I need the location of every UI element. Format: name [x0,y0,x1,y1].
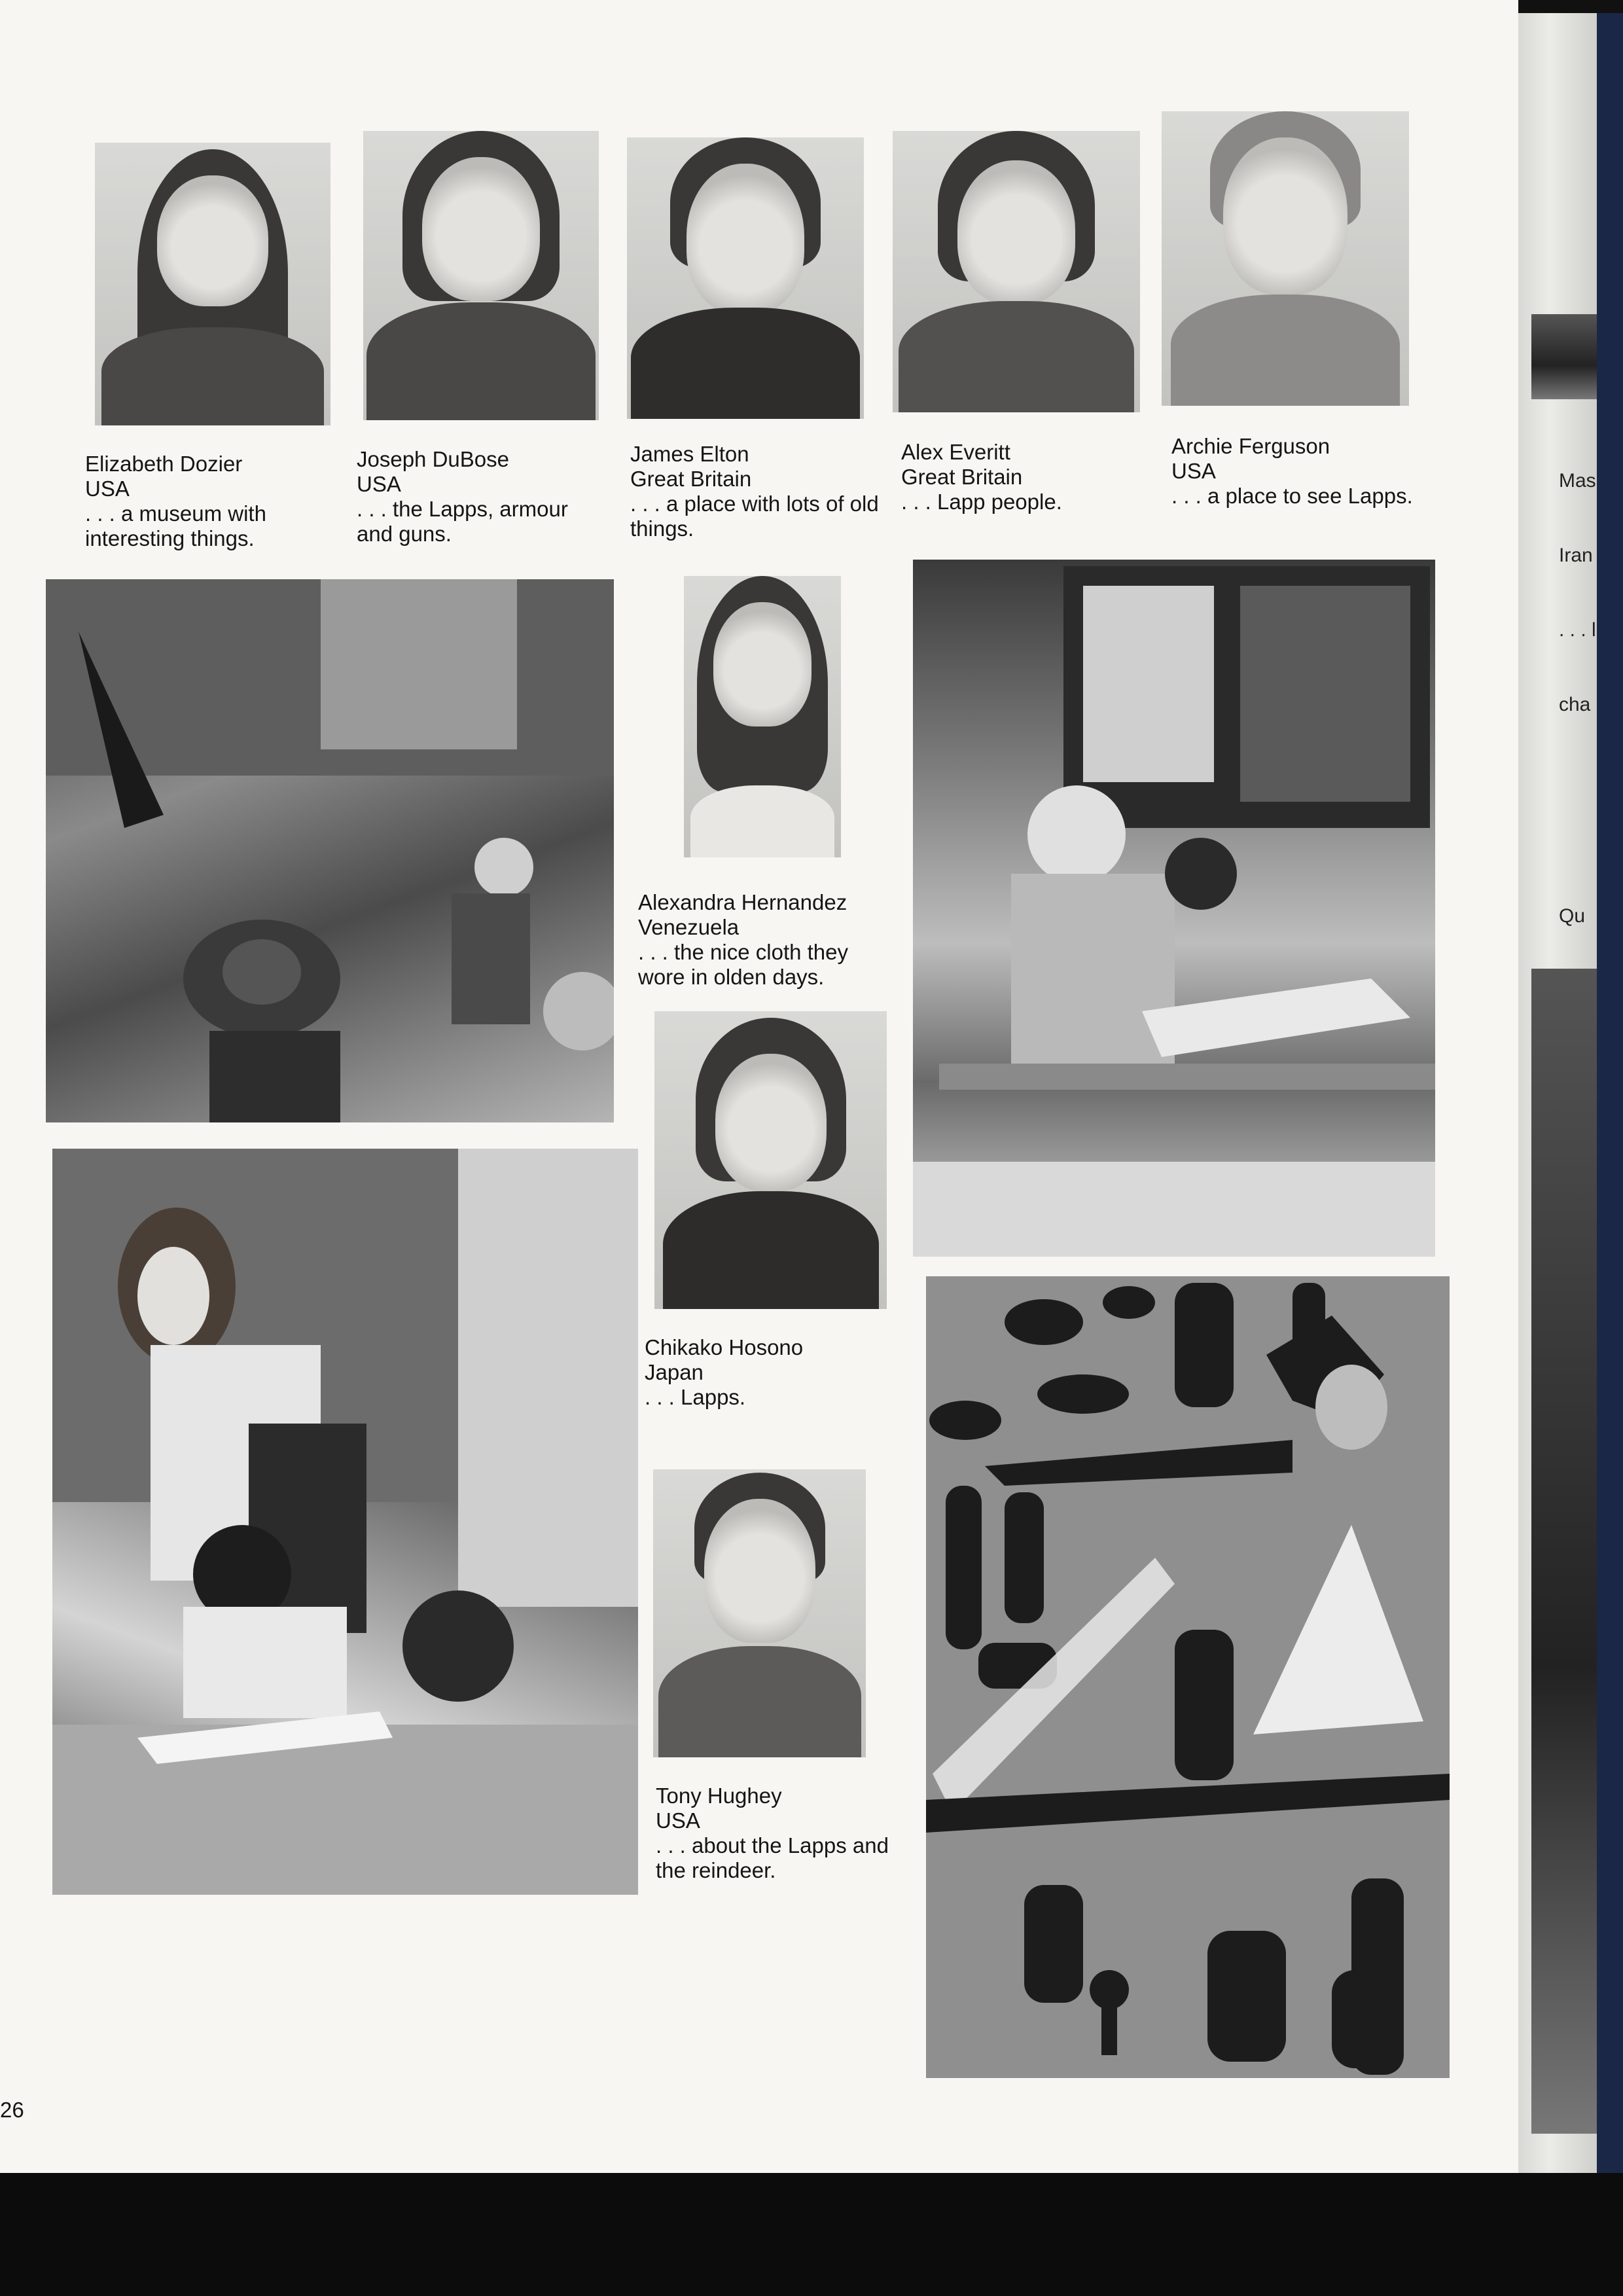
teacher-children-photo [52,1149,638,1895]
costume-party-photo [46,579,614,1122]
teacher-children-illustration [52,1149,638,1895]
fragment-line: Qu [1559,905,1586,927]
next-page-edge [1518,13,1597,2173]
student-quote: . . . Lapp people. [901,490,1062,514]
portrait-photo-archie-ferguson [1162,111,1409,406]
next-page-photo-bottom [1531,969,1597,2134]
fragment-line: . . . l [1559,619,1596,641]
crayon-drawing-illustration [926,1276,1450,2078]
student-name: Archie Ferguson [1171,434,1330,458]
student-name: Joseph DuBose [357,447,509,471]
portrait-photo-alexandra-hernandez [684,576,841,857]
caption-joseph-dubose [357,447,605,547]
caption-alex-everitt [901,440,1150,514]
student-quote: . . . the nice cloth they wore in olden days. [638,940,849,989]
student-quote: . . . about the Lapps and the reindeer. [656,1833,889,1882]
student-country: Great Britain [901,465,1023,489]
next-page-caption-1 [1559,419,1596,767]
fragment-line: cha [1559,694,1591,715]
fragment-line: Iran [1559,545,1593,566]
student-country: USA [656,1808,700,1833]
page-number: 26 [0,2098,24,2122]
student-country: Japan [645,1360,704,1384]
costume-party-illustration [46,579,614,1122]
student-quote: . . . a place with lots of old things. [630,492,879,541]
portrait-photo-alex-everitt [893,131,1140,412]
portrait-photo-joseph-dubose [363,131,599,420]
student-quote: . . . a museum with interesting things. [85,501,266,550]
student-country: Venezuela [638,915,740,939]
classroom-boy-photo [913,560,1435,1257]
caption-james-elton [630,442,879,541]
caption-elizabeth-dozier [85,452,334,551]
student-country: Great Britain [630,467,752,491]
portrait-photo-chikako-hosono [654,1011,887,1309]
student-name: Alexandra Hernandez [638,890,847,914]
student-country: USA [85,476,130,501]
student-country: USA [1171,459,1216,483]
student-name: Chikako Hosono [645,1335,804,1359]
caption-alexandra-hernandez [638,890,900,990]
student-country: USA [357,472,401,496]
portrait-photo-tony-hughey [653,1469,866,1757]
student-quote: . . . the Lapps, armour and guns. [357,497,568,546]
fragment-line: Mas [1559,470,1596,492]
caption-archie-ferguson [1171,434,1433,509]
student-name: Elizabeth Dozier [85,452,243,476]
student-quote: . . . Lapps. [645,1385,746,1409]
crayon-drawing-photo [926,1276,1450,2078]
portrait-photo-james-elton [627,137,864,419]
student-name: Tony Hughey [656,1784,782,1808]
caption-chikako-hosono [645,1335,893,1410]
classroom-illustration [913,560,1435,1257]
student-quote: . . . a place to see Lapps. [1171,484,1413,508]
student-name: James Elton [630,442,749,466]
caption-tony-hughey [656,1784,918,1883]
student-name: Alex Everitt [901,440,1010,464]
next-page-photo-top [1531,314,1597,399]
book-cover-edge [1597,13,1623,2173]
binding-edge [1518,0,1623,13]
portrait-photo-elizabeth-dozier [95,143,330,425]
